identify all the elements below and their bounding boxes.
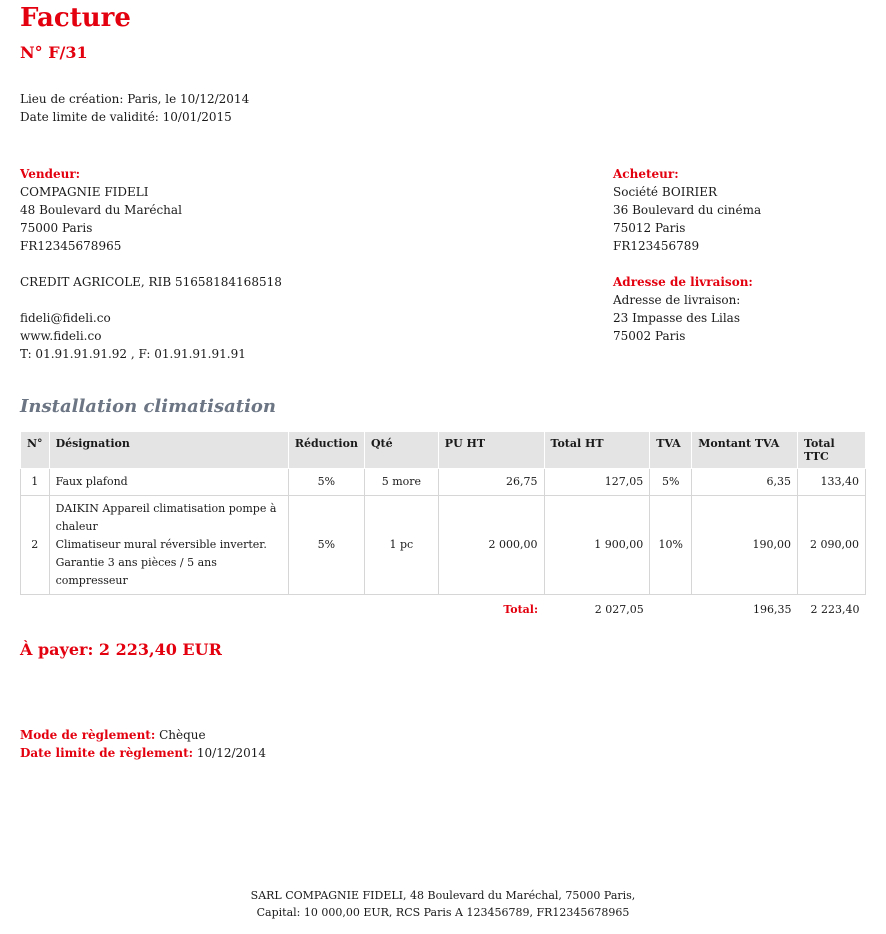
cell-no: 2 <box>21 496 50 595</box>
cell-total-ttc: 2 090,00 <box>798 496 866 595</box>
payment-mode <box>20 726 266 744</box>
cell-total-ttc: 133,40 <box>798 469 866 496</box>
header-no: N° <box>21 432 50 469</box>
creation-place-date: Lieu de création: Paris, le 10/12/2014 <box>20 92 250 106</box>
footer-line: SARL COMPAGNIE FIDELI, 48 Boulevard du Maréchal, 75000 Paris, <box>250 889 636 902</box>
seller-city: 75000 Paris <box>20 221 93 235</box>
delivery-street: 23 Impasse des Lilas <box>613 311 740 325</box>
buyer-label: Acheteur: <box>613 167 679 181</box>
invoice-meta <box>20 90 249 126</box>
designation-line: DAIKIN Appareil climatisation pompe à chaleur <box>55 502 277 533</box>
header-designation: Désignation <box>49 432 288 469</box>
header-qty: Qté <box>364 432 438 469</box>
spacer <box>20 255 282 273</box>
cell-montant-tva: 190,00 <box>692 496 798 595</box>
table-row <box>21 496 866 595</box>
validity-date: Date limite de validité: 10/01/2015 <box>20 110 232 124</box>
header-tva: TVA <box>650 432 692 469</box>
payment-mode-label: Mode de règlement: <box>20 728 156 742</box>
total-ht-sum: 2 027,05 <box>594 603 644 616</box>
footer <box>0 887 886 921</box>
seller-website: www.fideli.co <box>20 329 102 343</box>
total-label: Total: <box>503 603 539 616</box>
seller-label: Vendeur: <box>20 167 81 181</box>
seller-street: 48 Boulevard du Maréchal <box>20 203 182 217</box>
buyer-city: 75012 Paris <box>613 221 686 235</box>
buyer-name: Société BOIRIER <box>613 185 718 199</box>
header-total-ttc: Total TTC <box>798 432 866 469</box>
cell-designation <box>49 496 288 595</box>
table-row <box>21 469 866 496</box>
delivery-city: 75002 Paris <box>613 329 686 343</box>
payment-block <box>20 726 266 762</box>
cell-no: 1 <box>21 469 50 496</box>
cell-designation: Faux plafond <box>49 469 288 496</box>
cell-pu-ht: 2 000,00 <box>438 496 544 595</box>
delivery-label: Adresse de livraison: <box>613 275 753 289</box>
seller-block <box>20 165 282 363</box>
payment-deadline <box>20 744 266 762</box>
payment-deadline-value: 10/12/2014 <box>196 746 267 760</box>
cell-tva: 5% <box>650 469 692 496</box>
payment-deadline-label: Date limite de règlement: <box>20 746 194 760</box>
total-ttc-sum: 2 223,40 <box>810 603 860 616</box>
delivery-line: Adresse de livraison: <box>613 293 741 307</box>
table-header-row <box>21 432 866 469</box>
seller-vat: FR12345678965 <box>20 239 122 253</box>
cell-qty: 1 pc <box>364 496 438 595</box>
invoice-items-table <box>20 431 866 623</box>
header-total-ht: Total HT <box>544 432 650 469</box>
cell-total-ht: 1 900,00 <box>544 496 650 595</box>
table-total-row <box>21 595 866 624</box>
cell-qty: 5 more <box>364 469 438 496</box>
total-tva-sum: 196,35 <box>753 603 792 616</box>
spacer <box>650 595 692 624</box>
buyer-vat: FR123456789 <box>613 239 700 253</box>
invoice-number: N° F/31 <box>20 43 88 62</box>
cell-montant-tva: 6,35 <box>692 469 798 496</box>
designation-line: Climatiseur mural réversible inverter. Garantie 3 ans pièces / 5 ans compresseur <box>55 538 267 587</box>
footer-line: Capital: 10 000,00 EUR, RCS Paris A 123456789, FR12345678965 <box>256 906 630 919</box>
payment-mode-value: Chèque <box>159 728 206 742</box>
buyer-street: 36 Boulevard du cinéma <box>613 203 762 217</box>
spacer <box>613 255 761 273</box>
header-montant-tva: Montant TVA <box>692 432 798 469</box>
buyer-block <box>613 165 761 345</box>
header-pu-ht: PU HT <box>438 432 544 469</box>
section-title: Installation climatisation <box>20 396 277 417</box>
amount-to-pay: À payer: 2 223,40 EUR <box>20 640 222 659</box>
invoice-title: Facture <box>20 3 131 33</box>
header-reduction: Réduction <box>288 432 364 469</box>
seller-name: COMPAGNIE FIDELI <box>20 185 149 199</box>
cell-total-ht: 127,05 <box>544 469 650 496</box>
cell-reduction: 5% <box>288 496 364 595</box>
seller-bank: CREDIT AGRICOLE, RIB 51658184168518 <box>20 275 282 289</box>
seller-email: fideli@fideli.co <box>20 311 111 325</box>
cell-reduction: 5% <box>288 469 364 496</box>
cell-tva: 10% <box>650 496 692 595</box>
spacer <box>20 291 282 309</box>
cell-pu-ht: 26,75 <box>438 469 544 496</box>
seller-phone: T: 01.91.91.91.92 , F: 01.91.91.91.91 <box>20 347 246 361</box>
